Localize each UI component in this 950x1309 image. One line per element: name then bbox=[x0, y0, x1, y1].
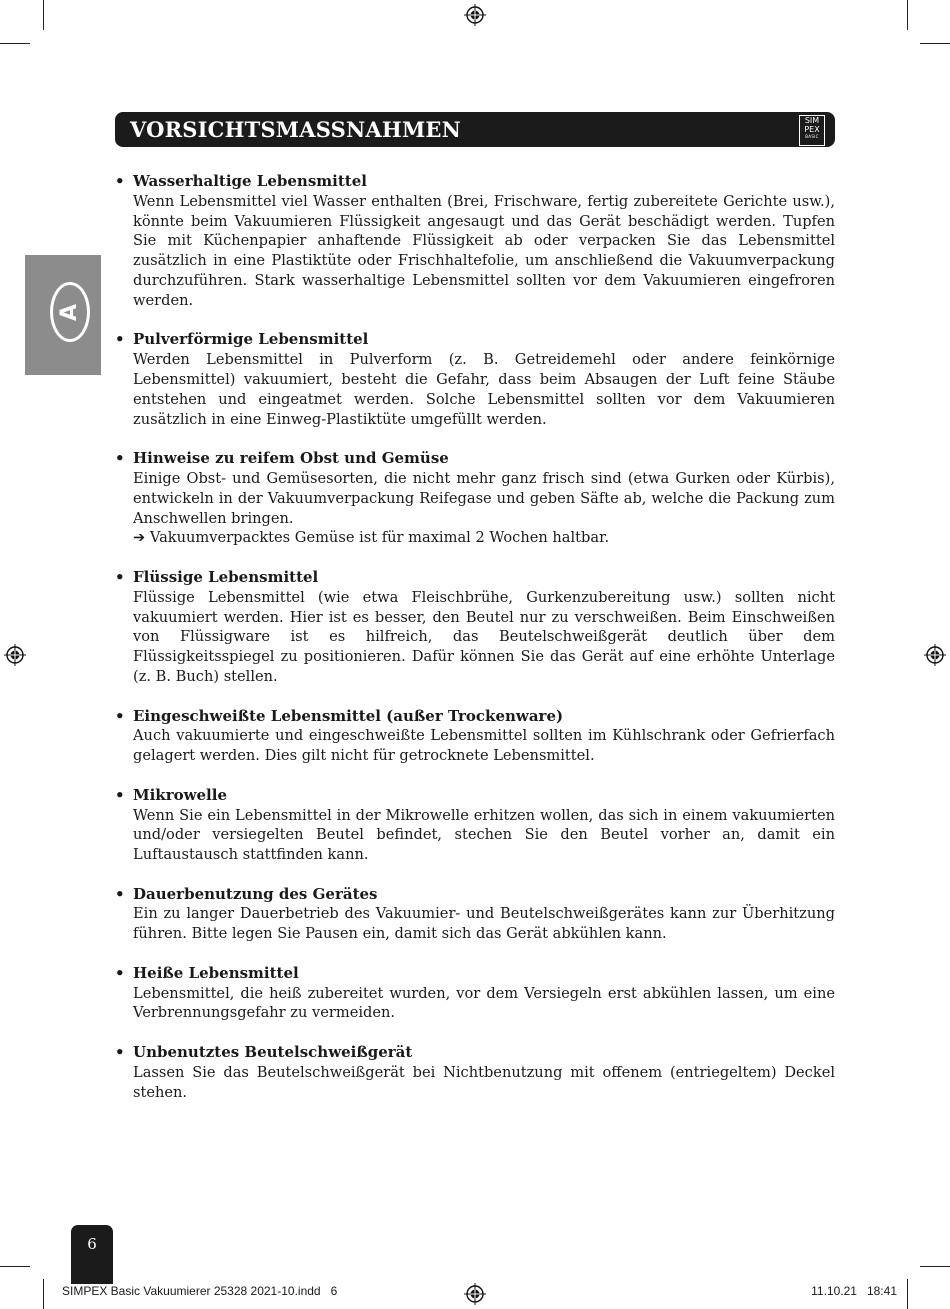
bullet: • bbox=[115, 172, 125, 190]
bullet: • bbox=[115, 1043, 125, 1062]
language-letter: A bbox=[57, 303, 83, 321]
precaution-title-text: Pulverförmige Lebensmittel bbox=[133, 330, 369, 349]
registration-mark-icon bbox=[4, 644, 26, 666]
bullet: • bbox=[115, 884, 125, 903]
precaution-item bbox=[115, 172, 835, 311]
bullet: • bbox=[115, 330, 125, 349]
precautions-list bbox=[115, 172, 835, 1122]
precaution-item bbox=[115, 568, 835, 687]
precaution-body: Einige Obst- und Gemüsesorten, die nicht mehr ganz frisch sind (etwa Gurken oder Kürbis), entwickeln in der Vakuumverpackung Reifegase und geben Säfte ab, welche die Packung zum Anschwellen bringen. bbox=[133, 469, 835, 527]
precaution-title-text: Mikrowelle bbox=[133, 785, 227, 804]
bullet: • bbox=[115, 449, 125, 468]
precaution-title bbox=[115, 172, 835, 192]
registration-mark-icon bbox=[464, 4, 486, 26]
precaution-title bbox=[115, 330, 835, 350]
precaution-item bbox=[115, 330, 835, 429]
precaution-title-text: Hinweise zu reifem Obst und Gemüse bbox=[133, 449, 449, 468]
crop-mark bbox=[43, 1279, 44, 1309]
precaution-title-text: Heiße Lebensmittel bbox=[133, 963, 299, 982]
crop-mark bbox=[920, 1266, 950, 1267]
precaution-body: Werden Lebensmittel in Pulverform (z. B. Getreidemehl oder andere feinkörnige Lebensmittel) vakuumiert, besteht die Gefahr, dass beim Absaugen der Luft feine Stäube entstehen und eingeatmet werden. Solche Lebensmittel sollten vor dem Vakuumieren zusätzlich in eine Einweg-Plastiktüte umgefüllt werden. bbox=[133, 351, 835, 428]
precaution-body: Ein zu langer Dauerbetrieb des Vakuumier- und Beutelschweißgerätes kann zur Überhitzung führen. Bitte legen Sie Pausen ein, damit sich das Gerät abkühlen kann. bbox=[133, 905, 835, 943]
precaution-title bbox=[115, 1043, 835, 1063]
logo-line: SIM bbox=[804, 116, 820, 125]
precaution-note: ➔ Vakuumverpacktes Gemüse ist für maximal 2 Wochen haltbar. bbox=[133, 529, 610, 547]
print-timestamp: 11.10.21 18:41 bbox=[811, 1284, 897, 1298]
crop-mark bbox=[43, 0, 44, 30]
precaution-title bbox=[115, 786, 835, 806]
precaution-item bbox=[115, 449, 835, 548]
logo-line: PEX bbox=[804, 125, 820, 134]
precaution-item bbox=[115, 1043, 835, 1102]
precaution-title-text: Wasserhaltige Lebensmittel bbox=[133, 172, 367, 190]
bullet: • bbox=[115, 706, 125, 725]
page-number: 6 bbox=[71, 1225, 113, 1284]
simpex-logo bbox=[799, 115, 825, 146]
bullet: • bbox=[115, 785, 125, 804]
precaution-title bbox=[115, 568, 835, 588]
precaution-title-text: Dauerbenutzung des Gerätes bbox=[133, 884, 378, 903]
language-badge bbox=[50, 282, 90, 342]
bullet: • bbox=[115, 963, 125, 982]
bullet: • bbox=[115, 567, 125, 586]
precaution-item bbox=[115, 964, 835, 1023]
precaution-body: Wenn Lebensmittel viel Wasser enthalten (Brei, Frischware, fertig zubereitete Gerichte usw.), könnte beim Vakuumieren Flüssigkeit angesaugt und das Gerät beschädigt werden. Tupfen Sie mit Küchenpapier anhaftende Flüssigkeit ab oder verpacken Sie das Lebensmittel zusätzlich in eine Plastiktüte oder Frischhaltefolie, um anschließend die Vakuumverpackung durchzuführen. Stark wasserhaltige Lebensmittel sollten vor dem Vakuumieren eingefroren werden. bbox=[133, 192, 835, 309]
precaution-body: Flüssige Lebensmittel (wie etwa Fleischbrühe, Gurkenzubereitung usw.) sollten nicht vakuumiert werden. Hier ist es besser, den Beutel nur zu verschweißen. Beim Einschweißen von Flüssigware ist es hilfreich, das Beutelschweißgerät deutlich über dem Flüssigkeitsspiegel zu positionieren. Dafür können Sie das Gerät auf eine erhöhte Unterlage (z. B. Buch) stellen. bbox=[133, 588, 835, 685]
precaution-body: Auch vakuumierte und eingeschweißte Lebensmittel sollten im Kühlschrank oder Gefrierfach gelagert werden. Dies gilt nicht für getrocknete Lebensmittel. bbox=[133, 727, 835, 765]
page-title: VORSICHTSMASSNAHMEN bbox=[130, 117, 461, 142]
print-file-info: SIMPEX Basic Vakuumierer 25328 2021-10.indd 6 bbox=[62, 1284, 338, 1298]
precaution-title bbox=[115, 885, 835, 905]
crop-mark bbox=[0, 1266, 30, 1267]
precaution-title-text: Unbenutztes Beutelschweißgerät bbox=[133, 1043, 413, 1062]
registration-mark-icon bbox=[464, 1283, 486, 1305]
crop-mark bbox=[907, 0, 908, 30]
precaution-body: Lassen Sie das Beutelschweißgerät bei Nichtbenutzung mit offenem (entriegeltem) Deckel stehen. bbox=[133, 1063, 835, 1101]
precaution-title bbox=[115, 964, 835, 984]
logo-line: BASIC bbox=[805, 134, 819, 139]
precaution-item bbox=[115, 707, 835, 766]
precaution-body: Lebensmittel, die heiß zubereitet wurden, vor dem Versiegeln erst abkühlen lassen, um eine Verbrennungsgefahr zu vermeiden. bbox=[133, 984, 835, 1022]
section-header-bar bbox=[115, 112, 835, 147]
precaution-title bbox=[115, 707, 835, 727]
precaution-body: Wenn Sie ein Lebensmittel in der Mikrowelle erhitzen wollen, das sich in einem vakuumierten und/oder versiegelten Beutel befindet, stechen Sie den Beutel vorher an, damit ein Luftaustausch stattfinden kann. bbox=[133, 806, 835, 864]
precaution-title-text: Eingeschweißte Lebensmittel (außer Trockenware) bbox=[133, 706, 564, 725]
crop-mark bbox=[0, 43, 30, 44]
precaution-item bbox=[115, 786, 835, 865]
language-tab bbox=[25, 255, 101, 375]
registration-mark-icon bbox=[924, 644, 946, 666]
crop-mark bbox=[920, 43, 950, 44]
crop-mark bbox=[907, 1279, 908, 1309]
precaution-item bbox=[115, 885, 835, 944]
precaution-title-text: Flüssige Lebensmittel bbox=[133, 567, 319, 586]
precaution-title bbox=[115, 449, 835, 469]
